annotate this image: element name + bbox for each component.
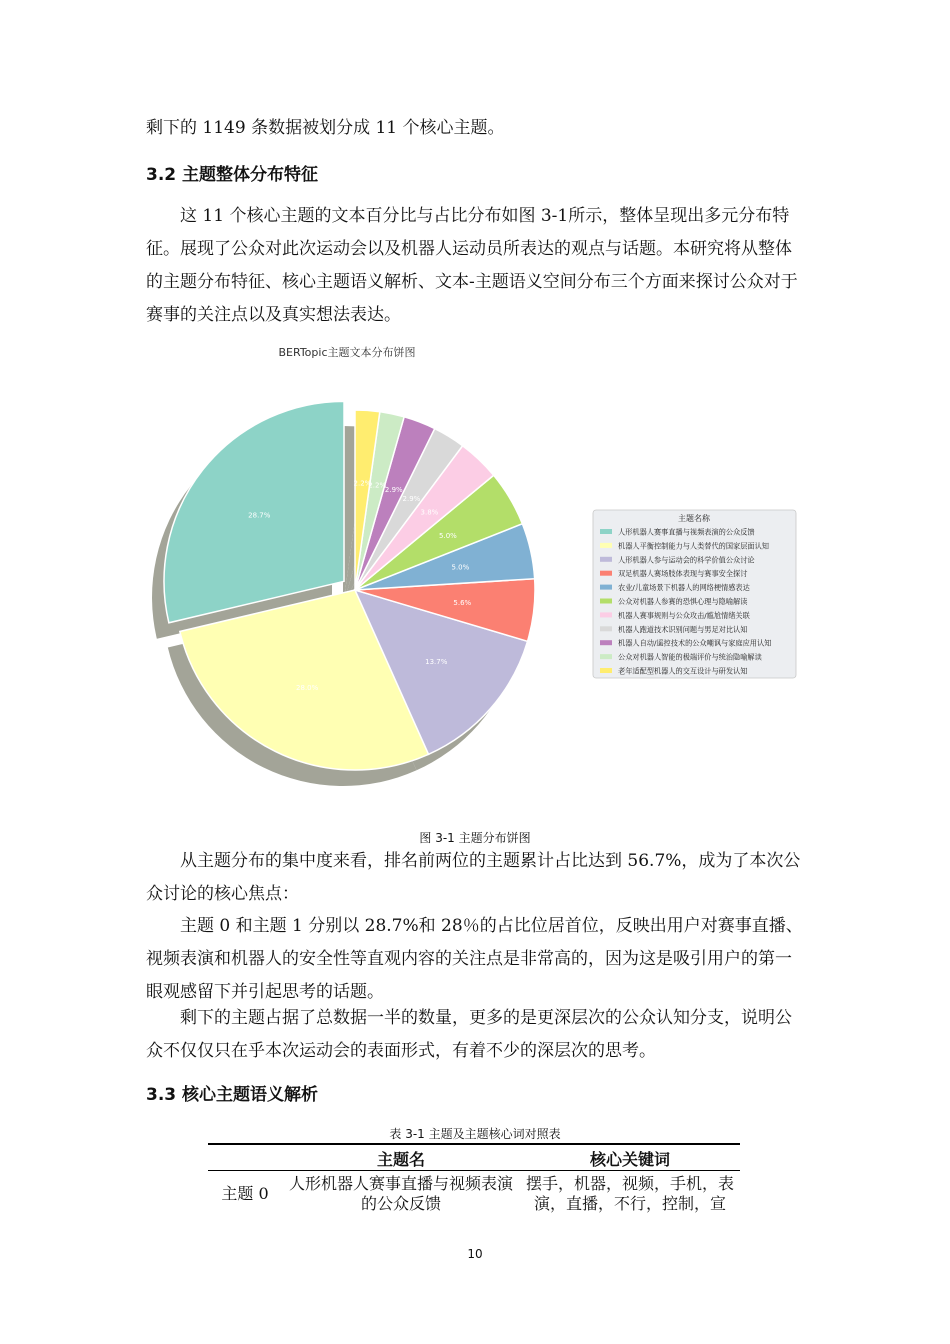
legend-swatch (600, 654, 612, 659)
legend-swatch (600, 571, 612, 576)
pie-slice-label: 13.7% (425, 658, 448, 667)
pie-slice-label: 28.0% (296, 683, 319, 692)
page-number: 10 (467, 1247, 483, 1261)
legend-label: 人形机器人赛事直播与视频表演的公众反馈 (618, 527, 755, 537)
table-row (208, 1171, 740, 1215)
paragraph-b: 主题 0 和主题 1 分别以 28.7%和 28％的占比位居首位，反映出用户对赛事直播、视频表演和机器人的安全性等直观内容的关注点是非常高的，因为这是吸引用户的第一眼观感留下并引起思考的话题。 (146, 916, 803, 1002)
pie-slice-label: 2.2% (368, 481, 387, 490)
legend-swatch (600, 626, 612, 631)
table-header-id (208, 1144, 282, 1171)
legend-swatch (600, 640, 612, 645)
legend-swatch (600, 599, 612, 604)
figure-caption: 图 3-1 主题分布饼图 (419, 831, 531, 845)
pie-slice-label: 2.9% (402, 494, 421, 503)
paragraph-intro-end: 剩下的 1149 条数据被划分成 11 个核心主题。 (146, 118, 505, 138)
legend-label: 人形机器人参与运动会的科学价值公众讨论 (618, 555, 755, 565)
legend-label: 老年适配型机器人的交互设计与研发认知 (618, 666, 748, 676)
table-caption: 表 3-1 主题及主题核心词对照表 (389, 1127, 561, 1141)
section-heading-3-2: 3.2 主题整体分布特征 (146, 165, 319, 185)
legend-label: 机器人平衡控制能力与人类替代的国家层面认知 (618, 541, 769, 551)
pie-slice-label: 5.0% (439, 532, 457, 541)
pie-slice-label: 2.2% (353, 479, 372, 488)
legend-swatch (600, 543, 612, 548)
legend-swatch (600, 585, 612, 590)
table-cell-topic-name: 人形机器人赛事直播与视频表演的公众反馈 (288, 1174, 513, 1213)
pie-slice-label: 5.0% (451, 563, 470, 572)
paragraph-c: 剩下的主题占据了总数据一半的数量，更多的是更深层次的公众认知分支，说明公众不仅仅只在乎本次运动会的表面形式，有着不少的深层次的思考。 (146, 1008, 792, 1061)
legend-swatch (600, 557, 612, 562)
legend-swatch (600, 612, 612, 617)
legend-title: 主题名称 (678, 514, 710, 523)
table-cell-keywords: 摆手，机器，视频，手机，表演，直播，不行，控制，宣 (525, 1174, 734, 1213)
pie-slice-label: 5.6% (453, 599, 472, 608)
topic-keyword-table (208, 1143, 740, 1214)
legend-label: 公众对机器人智能的极端评价与统治隐喻解读 (618, 652, 762, 662)
legend-items (600, 528, 771, 676)
pie-slice-label: 3.8% (420, 508, 439, 517)
table-header-keywords: 核心关键词 (520, 1144, 740, 1171)
paragraph-a: 从主题分布的集中度来看，排名前两位的主题累计占比达到 56.7%，成为了本次公众讨论的核心焦点： (146, 851, 801, 904)
pie-chart-figure (140, 335, 820, 825)
section-heading-3-3: 3.3 核心主题语义解析 (146, 1085, 319, 1105)
paragraph-3-2: 这 11 个核心主题的文本百分比与占比分布如图 3-1所示，整体呈现出多元分布特征。展现了公众对此次运动会以及机器人运动员所表达的观点与话题。本研究将从整体的主题分布特征、核心主题语义解析、文本-主题语义空间分布三个方面来探讨公众对于赛事的关注点以及真实想法表达。 (146, 206, 798, 325)
table-header-row (208, 1144, 740, 1171)
legend-swatch (600, 668, 612, 673)
table-header-topic-name: 主题名 (282, 1144, 520, 1171)
legend-swatch (600, 529, 612, 534)
chart-legend (593, 510, 796, 678)
table-cell-topic-id: 主题 0 (221, 1184, 269, 1203)
legend-label: 机器人跑道技术识别问题与男足对比认知 (618, 624, 748, 634)
pie-slice-label: 28.7% (248, 511, 271, 520)
legend-label: 机器人自动/遥控技术的公众嘲讽与家庭应用认知 (618, 638, 772, 648)
pie-slice-label: 2.9% (384, 486, 403, 495)
chart-title: BERTopic主题文本分布饼图 (278, 346, 416, 359)
legend-label: 机器人赛事规则与公众攻击/尴尬情绪关联 (618, 610, 750, 620)
pie-chart (140, 335, 820, 825)
legend-label: 公众对机器人参赛的恐惧心理与隐喻解读 (618, 597, 748, 606)
legend-label: 农业/儿童场景下机器人的网络梗情感表达 (618, 583, 750, 593)
legend-label: 双足机器人赛场肢体表现与赛事安全探讨 (618, 569, 748, 579)
